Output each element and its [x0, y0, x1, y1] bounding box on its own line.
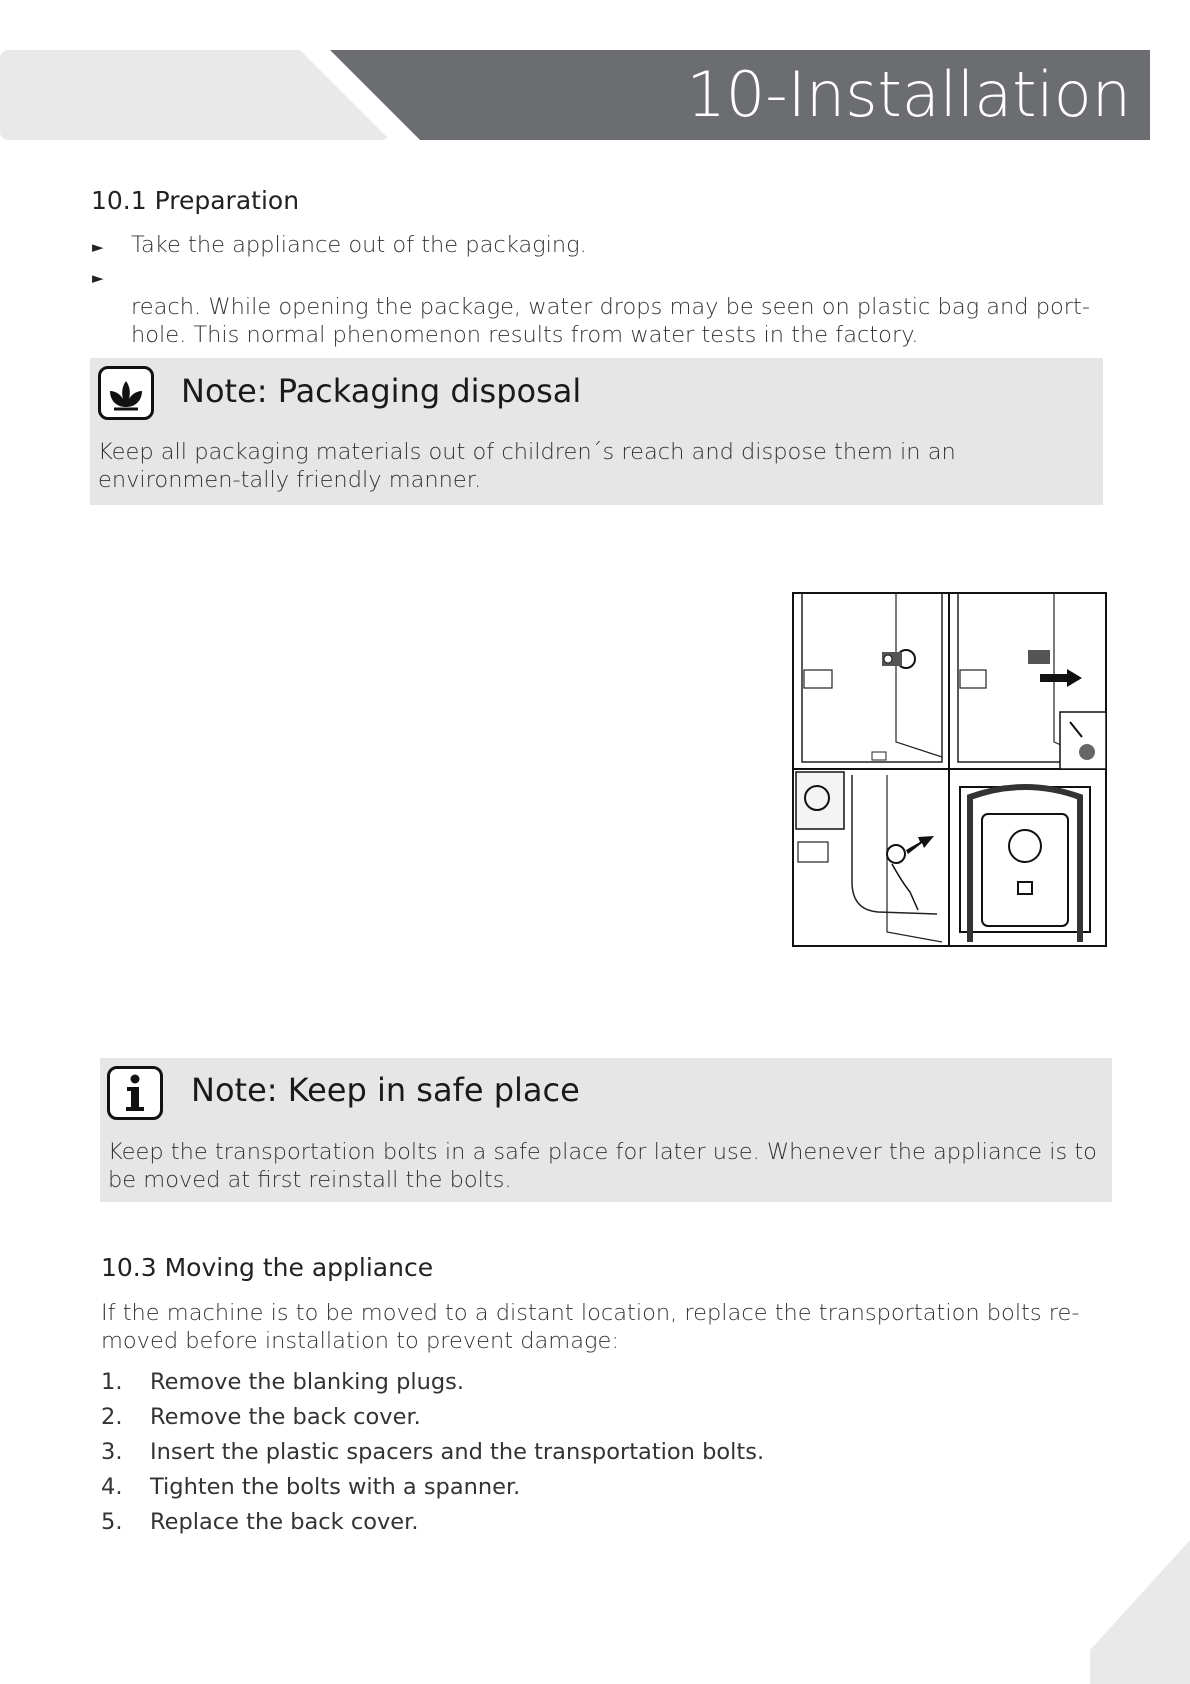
- step-number: 4.: [101, 1474, 123, 1500]
- bullet-continuation: reach. While opening the package, water drops may be seen on plastic bag and port-hole. This normal phenomenon results from water tests in the factory.: [131, 294, 1090, 348]
- step-text: Remove the back cover.: [150, 1404, 421, 1430]
- step-number: 1.: [101, 1369, 123, 1395]
- note-body: Keep all packaging materials out of children´s reach and dispose them in an environmen-tally friendly manner.: [98, 439, 956, 493]
- bullet-marker: ►: [92, 238, 104, 256]
- section-heading-preparation: 10.1 Preparation: [91, 186, 300, 215]
- section-intro: If the machine is to be moved to a distant location, replace the transportation bolts re-moved before installation to prevent damage:: [101, 1300, 1080, 1354]
- step-number: 5.: [101, 1509, 123, 1535]
- bullet-text: Take the appliance out of the packaging.: [131, 232, 587, 258]
- section-heading-moving: 10.3 Moving the appliance: [101, 1253, 434, 1282]
- step-text: Insert the plastic spacers and the transportation bolts.: [150, 1439, 765, 1465]
- page-title: 10-Installation: [686, 58, 1131, 131]
- step-text: Replace the back cover.: [150, 1509, 419, 1535]
- note-packaging: [90, 358, 1103, 505]
- bolt-removal-illustration: [792, 592, 1107, 947]
- note-safe-place: [100, 1058, 1112, 1202]
- header-band-light: [0, 50, 390, 140]
- step-number: 3.: [101, 1439, 123, 1465]
- recycle-flower-icon: [98, 366, 154, 420]
- note-title: Note: Keep in safe place: [191, 1071, 580, 1109]
- bullet-marker: ►: [92, 269, 104, 287]
- step-text: Remove the blanking plugs.: [150, 1369, 465, 1395]
- note-title: Note: Packaging disposal: [181, 372, 582, 410]
- page-corner-decoration: [1090, 1540, 1190, 1684]
- info-icon: [107, 1066, 163, 1120]
- step-number: 2.: [101, 1404, 123, 1430]
- note-body: Keep the transportation bolts in a safe place for later use. Whenever the appliance is to be moved at first reinstall the bolts.: [108, 1139, 1097, 1193]
- step-text: Tighten the bolts with a spanner.: [150, 1474, 521, 1500]
